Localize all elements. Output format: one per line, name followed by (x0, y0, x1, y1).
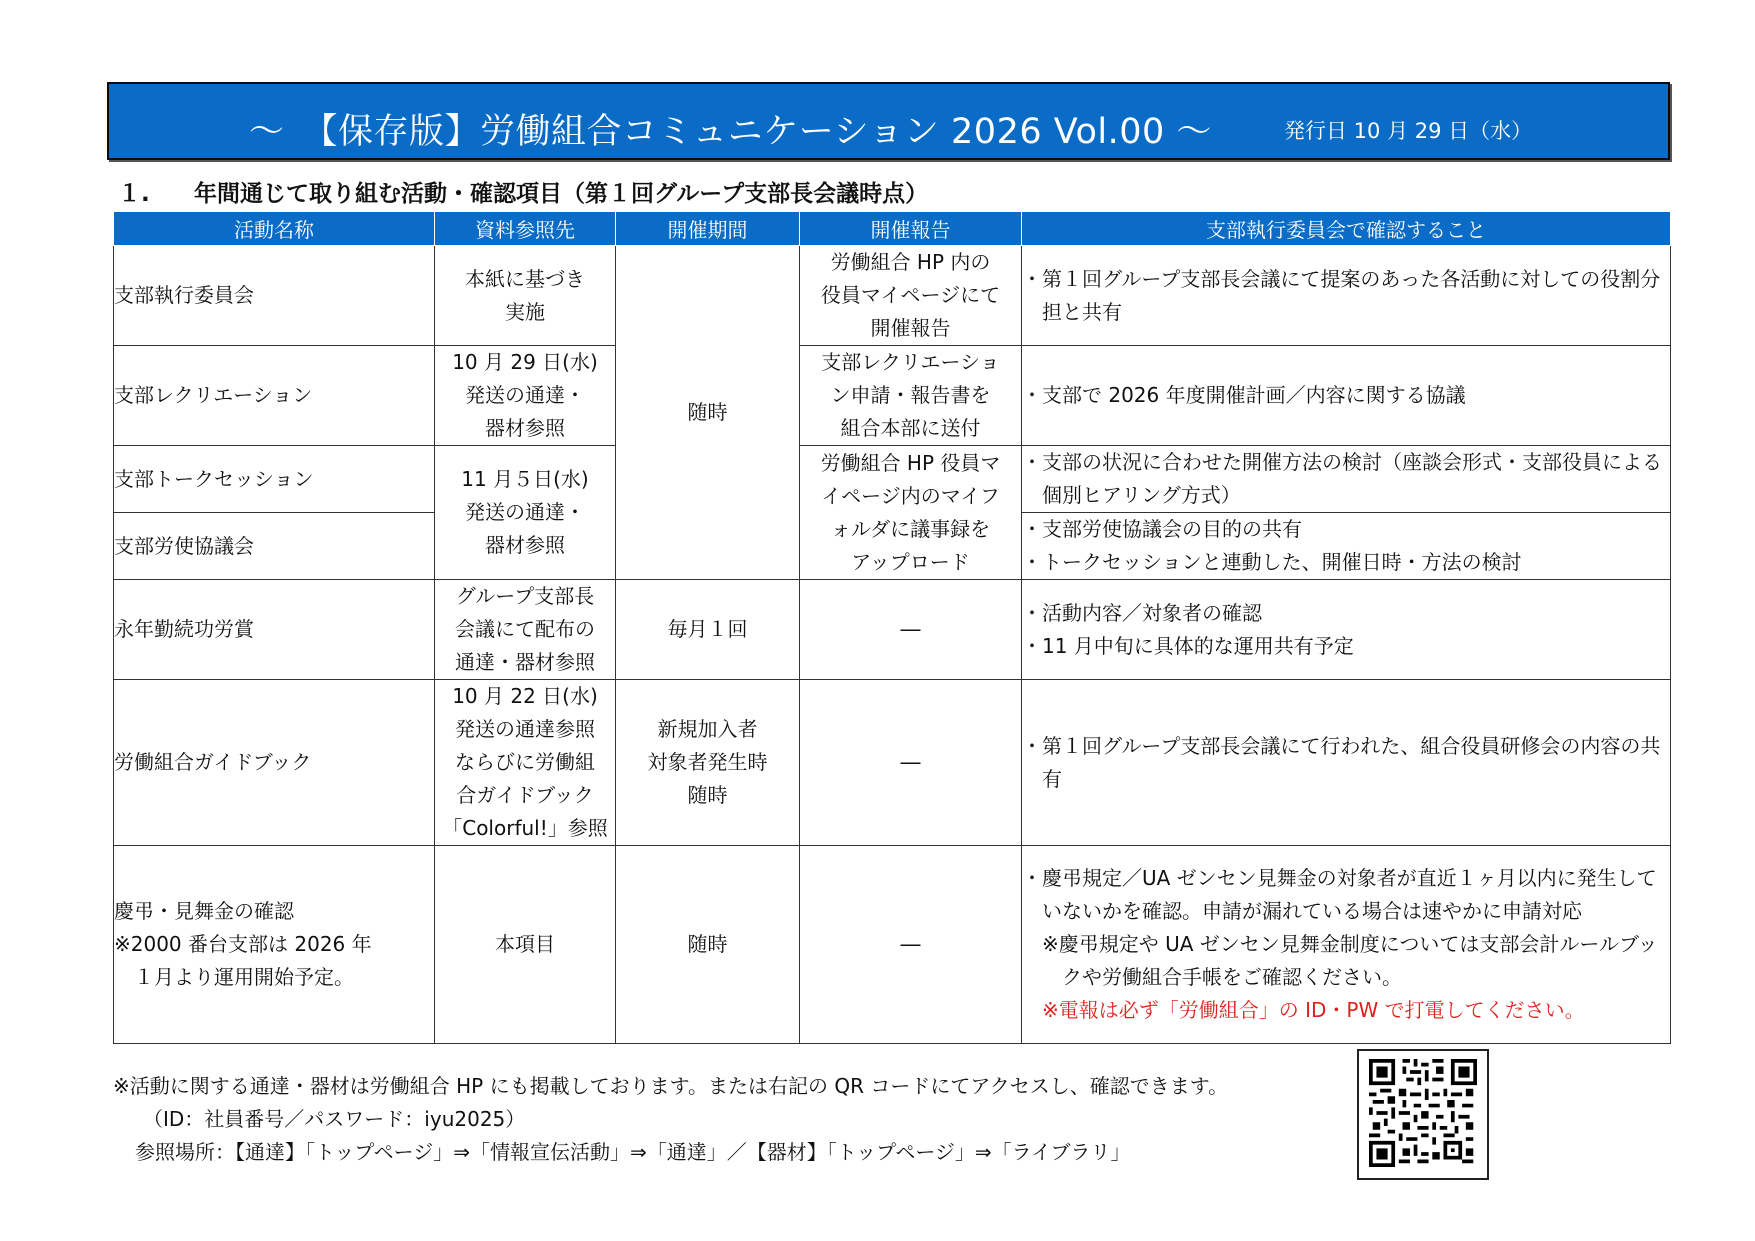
report-line: ォルダに議事録を (830, 516, 991, 541)
report-cell: ― (800, 580, 1022, 680)
reference-line: 器材参照 (485, 533, 565, 557)
reference-cell (435, 346, 616, 446)
qr-code-icon[interactable] (1369, 1059, 1477, 1167)
reference-line: 実施 (505, 299, 545, 324)
report-line: ン申請・報告書を (830, 383, 991, 407)
activity-name: 支部レクリエーション (114, 346, 435, 446)
reference-line: 器材参照 (485, 416, 565, 440)
section-heading (118, 175, 928, 208)
col-header-period: 開催期間 (616, 212, 800, 246)
reference-cell: 本項目 (435, 846, 616, 1044)
confirm-cell (1022, 680, 1671, 846)
period-line: 新規加入者 (657, 717, 758, 741)
confirm-note: ※慶弔規定や UA ゼンセン見舞金制度については支部会計ルールブックや労働組合手帳をご確認ください。 (1042, 932, 1658, 989)
table-row (114, 580, 1671, 680)
confirm-cell (1022, 346, 1671, 446)
reference-cell (435, 580, 616, 680)
confirm-cell (1022, 446, 1671, 513)
confirm-item: ・支部労使協議会の目的の共有 (1022, 517, 1302, 541)
reference-line: グループ支部長 (455, 584, 595, 608)
reference-line: 発送の通達参照 (455, 717, 595, 741)
table-row (114, 846, 1671, 1044)
report-cell (800, 446, 1022, 580)
reference-line: ならびに労働組 (455, 750, 595, 774)
activity-name: 支部執行委員会 (114, 246, 435, 346)
title-banner (107, 82, 1670, 160)
period-cell: 毎月１回 (616, 580, 800, 680)
confirm-item: ・活動内容／対象者の確認 (1022, 600, 1262, 625)
confirm-cell (1022, 846, 1671, 1044)
col-header-confirm: 支部執行委員会で確認すること (1022, 212, 1671, 246)
activity-name-cell (114, 846, 435, 1044)
footnote-access: ※活動に関する通達・器材は労働組合 HP にも掲載しております。または右記の QR コードにてアクセスし、確認できます。 (113, 1074, 1229, 1098)
period-cell (616, 680, 800, 846)
reference-line: 11 月５日(水) (461, 467, 589, 491)
report-line: 開催報告 (870, 316, 951, 340)
section-title: 年間通じて取り組む活動・確認項目（第１回グループ支部長会議時点） (194, 181, 929, 207)
confirm-item: ・第１回グループ支部長会議にて提案のあった各活動に対しての役割分担と共有 (1022, 266, 1661, 324)
report-line: アップロード (851, 549, 970, 574)
reference-line: 通達・器材参照 (455, 650, 595, 674)
confirm-cell (1022, 513, 1671, 580)
report-cell: ― (800, 846, 1022, 1044)
activity-name: 支部トークセッション (114, 446, 435, 513)
footnote-location: 参照場所：【通達】「トップページ」⇒「情報宣伝活動」⇒「通達」／【器材】「トップページ」⇒「ライブラリ」 (135, 1140, 1131, 1164)
reference-line: 発送の通達・ (465, 500, 585, 524)
activity-name: 支部労使協議会 (114, 513, 435, 580)
table-row (114, 346, 1671, 446)
period-cell: 随時 (616, 846, 800, 1044)
reference-line: 発送の通達・ (465, 383, 585, 407)
activity-name: 慶弔・見舞金の確認 (114, 899, 294, 923)
table-row (114, 246, 1671, 346)
confirm-item: ・トークセッションと連動した、開催日時・方法の検討 (1022, 550, 1522, 574)
report-line: イページ内のマイフ (821, 483, 1000, 508)
period-cell: 随時 (616, 246, 800, 580)
col-header-activity: 活動名称 (114, 212, 435, 246)
table-row (114, 680, 1671, 846)
reference-line: 10 月 22 日(水) (452, 684, 598, 708)
confirm-item: ・慶弔規定／UA ゼンセン見舞金の対象者が直近１ヶ月以内に発生していないかを確認。申請が漏れている場合は速やかに申請対応 (1022, 866, 1657, 923)
reference-cell (435, 246, 616, 346)
confirm-item: ・支部の状況に合わせた開催方法の検討（座談会形式・支部役員による個別ヒアリング方式） (1022, 450, 1662, 507)
period-line: 対象者発生時 (647, 750, 768, 774)
confirm-item: ・支部で 2026 年度開催計画／内容に関する協議 (1022, 383, 1466, 407)
reference-line: 「Colorful!」参照 (442, 816, 608, 840)
issue-date: 発行日 10 月 29 日（水） (1284, 119, 1533, 143)
reference-line: 合ガイドブック (456, 783, 594, 807)
activity-name: 永年勤続功労賞 (114, 580, 435, 680)
activity-note: １月より運用開始予定。 (134, 965, 354, 989)
report-cell (800, 346, 1022, 446)
table-row (114, 446, 1671, 513)
footnote-credentials: （ID：社員番号／パスワード：iyu2025） (143, 1107, 526, 1131)
period-line: 随時 (687, 783, 728, 807)
activity-name: 労働組合ガイドブック (114, 680, 435, 846)
section-number: １. (118, 181, 150, 207)
confirm-item: ・11 月中旬に具体的な運用共有予定 (1022, 633, 1354, 658)
confirm-cell (1022, 246, 1671, 346)
report-line: 組合本部に送付 (840, 416, 981, 440)
report-line: 労働組合 HP 役員マ (820, 450, 1001, 475)
reference-line: 会議にて配布の (455, 617, 595, 641)
reference-cell (435, 680, 616, 846)
report-line: 労働組合 HP 内の (830, 250, 991, 274)
report-line: 支部レクリエーショ (821, 350, 1000, 374)
report-cell (800, 246, 1022, 346)
telegram-warning: ※電報は必ず「労働組合」の ID・PW で打電してください。 (1042, 998, 1585, 1022)
qr-code-frame (1357, 1049, 1489, 1180)
reference-cell (435, 446, 616, 580)
reference-line: 本紙に基づき (465, 266, 585, 291)
table-header-row (114, 212, 1671, 246)
activity-note: ※2000 番台支部は 2026 年 (114, 932, 372, 956)
document-title: ～ 【保存版】労働組合コミュニケーション 2026 Vol.00 ～ (249, 112, 1212, 152)
activity-table (113, 211, 1671, 1044)
report-cell: ― (800, 680, 1022, 846)
confirm-item: ・第１回グループ支部長会議にて行われた、組合役員研修会の内容の共有 (1022, 733, 1661, 791)
confirm-cell (1022, 580, 1671, 680)
col-header-reference: 資料参照先 (435, 212, 616, 246)
col-header-report: 開催報告 (800, 212, 1022, 246)
reference-line: 10 月 29 日(水) (452, 350, 598, 374)
report-line: 役員マイページにて (820, 283, 1001, 307)
